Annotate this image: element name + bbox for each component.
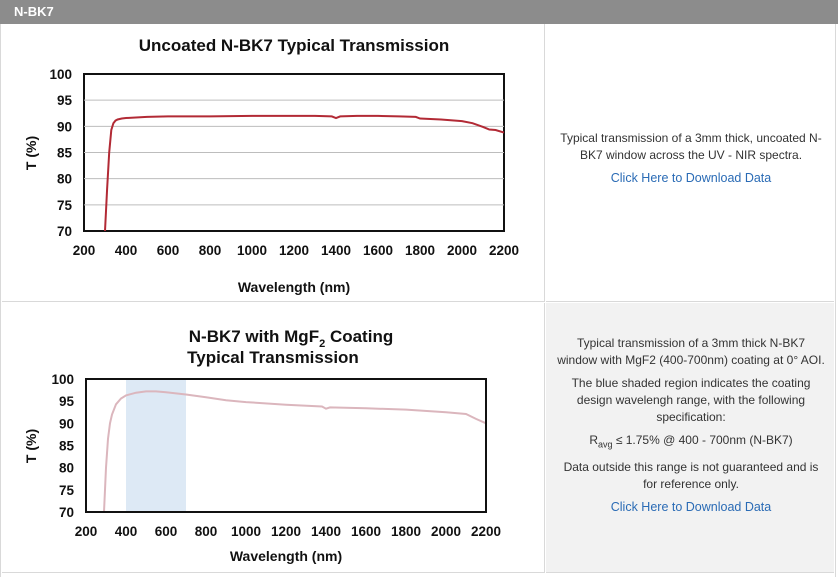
x-tick-label: 400 <box>114 243 138 258</box>
chart-title-tail: Coating <box>325 327 394 346</box>
x-tick-label: 200 <box>72 243 96 258</box>
download-data-link[interactable]: Click Here to Download Data <box>610 171 772 185</box>
y-tick-label: 75 <box>58 482 74 498</box>
product-table <box>0 24 838 577</box>
transmission-line <box>105 116 504 231</box>
reflectance-spec <box>556 432 826 453</box>
y-tick-label: 85 <box>58 438 74 454</box>
y-tick-label: 95 <box>58 394 74 410</box>
chart-title: Uncoated N-BK7 Typical Transmission <box>138 36 450 55</box>
download-data-link[interactable]: Click Here to Download Data <box>610 500 772 515</box>
chart-title-subscript: 2 <box>319 338 326 350</box>
y-tick-label: 90 <box>56 119 72 135</box>
description-text-2: The blue shaded region indicates the coating design wavelengh range, with the following specification: <box>571 376 811 424</box>
x-tick-label: 1800 <box>404 243 436 258</box>
section-header <box>0 0 838 24</box>
spec-symbol: R <box>589 433 598 447</box>
x-tick-label: 1200 <box>278 243 310 258</box>
x-tick-label: 2000 <box>446 243 478 258</box>
chart-title <box>189 327 393 350</box>
coating-range-shade <box>126 379 186 512</box>
spec-value: ≤ 1.75% @ 400 - 700nm (N-BK7) <box>612 433 793 447</box>
y-tick-label: 85 <box>56 145 72 161</box>
description-block <box>556 335 826 522</box>
x-tick-label: 800 <box>198 243 222 258</box>
x-tick-label: 1400 <box>310 524 342 539</box>
x-tick-label: 2000 <box>430 524 462 539</box>
x-tick-label: 200 <box>74 524 98 539</box>
x-tick-label: 2200 <box>470 524 502 539</box>
y-tick-label: 100 <box>51 372 74 387</box>
description-cell-coated <box>546 303 834 573</box>
x-tick-label: 400 <box>114 524 138 539</box>
x-tick-label: 1000 <box>230 524 262 539</box>
section-title: N-BK7 <box>14 4 54 19</box>
description-cell-uncoated <box>546 24 834 302</box>
y-tick-label: 75 <box>56 197 72 213</box>
x-tick-label: 1600 <box>350 524 382 539</box>
spec-subscript: avg <box>597 439 613 450</box>
x-tick-labels <box>75 524 501 539</box>
x-tick-labels <box>73 243 519 258</box>
y-tick-labels <box>49 67 72 239</box>
y-axis-label: T (%) <box>23 428 39 464</box>
x-tick-label: 1400 <box>320 243 352 258</box>
chart-cell-uncoated <box>2 24 545 302</box>
x-tick-label: 600 <box>156 243 180 258</box>
description-text: Typical transmission of a 3mm thick, uncoated N-BK7 window across the UV - NIR spectra. <box>560 131 822 162</box>
y-tick-label: 70 <box>56 224 72 239</box>
x-tick-label: 1800 <box>390 524 422 539</box>
description-block <box>556 130 826 193</box>
y-tick-label: 95 <box>56 93 72 109</box>
x-tick-label: 1600 <box>362 243 394 258</box>
chart-title-part: N-BK7 with MgF <box>188 327 320 346</box>
x-tick-label: 2200 <box>488 243 520 258</box>
y-tick-label: 80 <box>56 171 72 187</box>
y-tick-label: 70 <box>58 505 74 520</box>
y-tick-label: 80 <box>58 460 74 476</box>
y-tick-label: 100 <box>49 67 72 82</box>
x-axis-label: Wavelength (nm) <box>237 279 351 295</box>
description-text-1: Typical transmission of a 3mm thick N-BK7 window with MgF2 (400-700nm) coating at 0° AOI. <box>557 336 825 367</box>
x-tick-label: 800 <box>194 524 218 539</box>
y-tick-label: 90 <box>58 416 74 432</box>
chart-title-line2: Typical Transmission <box>187 348 359 367</box>
x-tick-label: 1000 <box>236 243 268 258</box>
y-tick-labels <box>51 372 74 520</box>
x-tick-label: 600 <box>154 524 178 539</box>
uncoated-transmission-chart <box>2 24 545 302</box>
x-axis-label: Wavelength (nm) <box>229 548 343 564</box>
coated-transmission-chart <box>2 303 545 573</box>
description-text-3: Data outside this range is not guaranteed and is for reference only. <box>563 460 819 492</box>
chart-cell-coated <box>2 303 545 573</box>
x-tick-label: 1200 <box>270 524 302 539</box>
y-axis-label: T (%) <box>23 135 39 171</box>
